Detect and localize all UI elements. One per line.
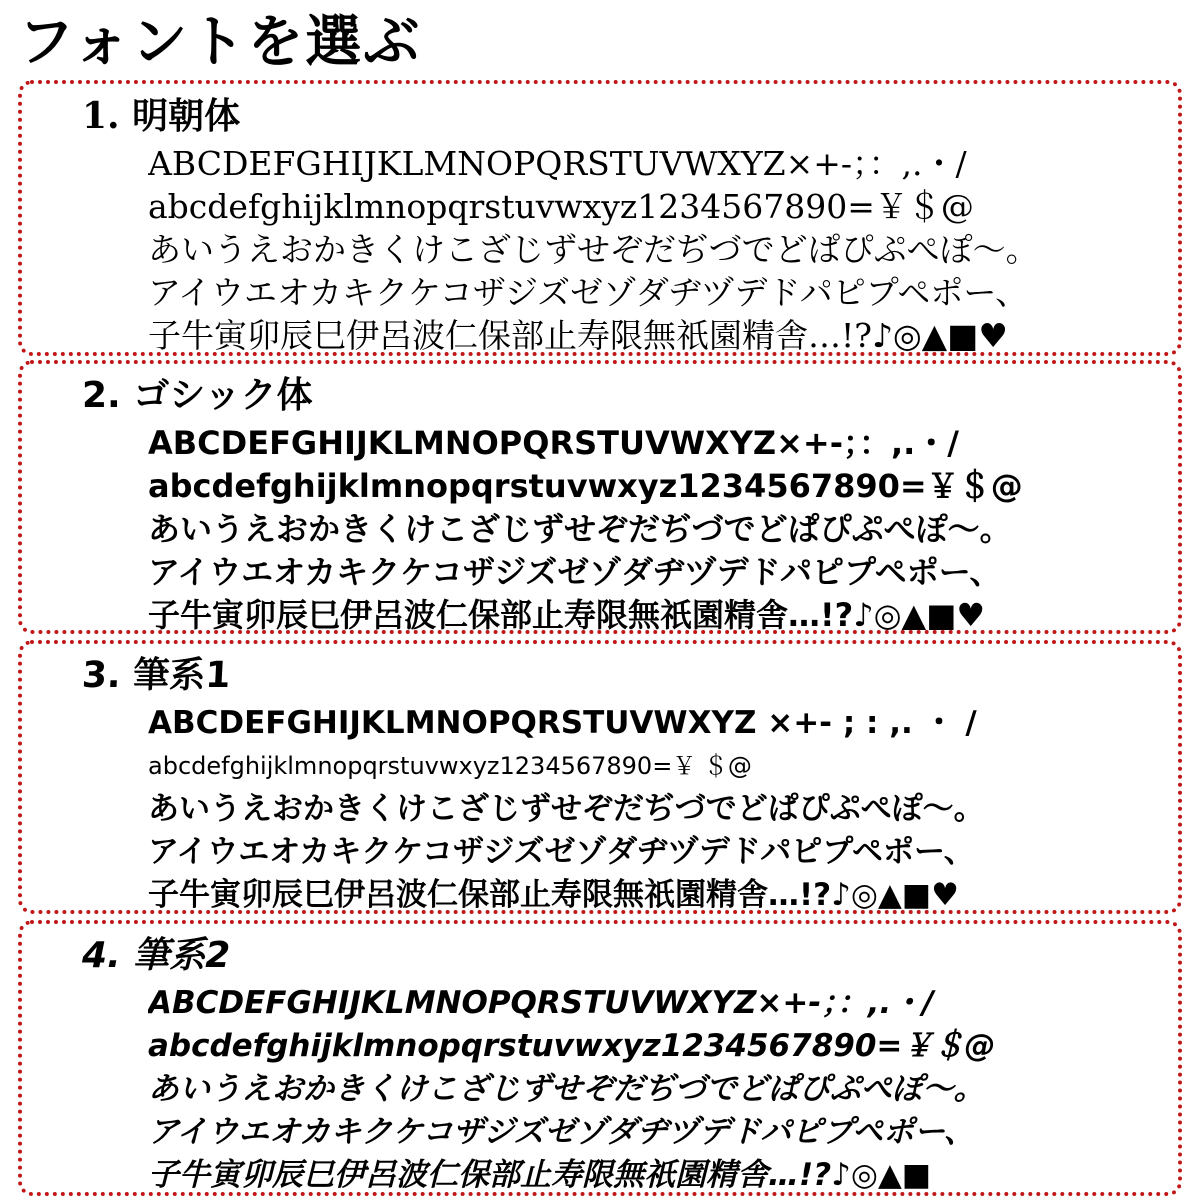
font-section-brush-2 [18,920,1182,1196]
sample-line-hiragana: あいうえおかきくけこざじずせぞだぢづでどぱぴぷぺぽ～。 [148,1071,985,1107]
sample-line-kanji: 子牛寅卯辰巳伊呂波仁保部止寿限無祇園精舎…!?♪◎▲■♥ [148,596,986,634]
sample-line-katakana: アイウエオカキクケコザジズゼゾダヂヅデドパピプペポー、 [148,834,975,870]
font-section-brush-1 [18,640,1182,914]
sample-line-lowercase: abcdefghijklmnopqrstuvwxyz1234567890=￥＄@ [148,1028,996,1064]
sample-lines [148,982,1168,1197]
section-heading [81,654,232,698]
section-heading [82,94,240,138]
sample-line-katakana: アイウエオカキクケコザジズゼゾダヂヅデドパピプペポー、 [148,273,1029,312]
sample-line-lowercase: abcdefghijklmnopqrstuvwxyz1234567890=￥＄@ [148,187,974,226]
sample-lines [148,702,1168,917]
sample-line-katakana: アイウエオカキクケコザジズゼゾダヂヅデドパピプペポー、 [148,553,1002,591]
section-number: 1. [82,95,120,137]
section-name: ゴシック体 [133,375,313,416]
sample-line-lowercase: abcdefghijklmnopqrstuvwxyz1234567890=￥ ＄@ [148,752,752,780]
font-section-mincho [18,80,1182,356]
sample-line-kanji: 子牛寅卯辰巳伊呂波仁保部止寿限無祇園精舎…!?♪◎▲■ [148,1157,932,1193]
font-section-gothic [18,360,1182,634]
sample-line-hiragana: あいうえおかきくけこざじずせぞだぢづでどぱぴぷぺぽ～。 [148,791,985,827]
sample-lines [148,422,1168,637]
section-number: 3. [80,655,122,696]
sample-line-kanji: 子牛寅卯辰巳伊呂波仁保部止寿限無祇園精舎…!?♪◎▲■♥ [148,877,959,913]
sample-line-kanji: 子牛寅卯辰巳伊呂波仁保部止寿限無祇園精舎…!?♪◎▲■♥ [148,316,1008,355]
sample-line-uppercase: ABCDEFGHIJKLMNOPQRSTUVWXYZ×+-；：,.・/ [148,985,934,1021]
sample-line-hiragana: あいうえおかきくけこざじずせぞだぢづでどぱぴぷぺぽ～。 [148,230,1039,269]
section-number: 4. [82,935,121,976]
sample-line-uppercase: ABCDEFGHIJKLMNOPQRSTUVWXYZ ×+- ; : ,. ・ / [148,705,977,741]
section-name: 明朝体 [132,95,241,137]
sample-line-lowercase: abcdefghijklmnopqrstuvwxyz1234567890=￥＄@ [148,467,1023,505]
section-heading [82,934,230,978]
sample-line-uppercase: ABCDEFGHIJKLMNOPQRSTUVWXYZ×+-；：,.・/ [148,424,959,462]
section-number: 2. [82,375,121,416]
section-name: 筆系1 [132,655,232,696]
sample-line-uppercase: ABCDEFGHIJKLMNOPQRSTUVWXYZ×+-；：,.・/ [148,144,967,183]
sample-line-katakana: アイウエオカキクケコザジズゼゾダヂヅデドパピプペポー、 [148,1114,975,1150]
section-heading [82,374,313,418]
section-name: 筆系2 [133,935,231,976]
sample-lines [148,142,1168,357]
sample-line-hiragana: あいうえおかきくけこざじずせぞだぢづでどぱぴぷぺぽ～。 [148,510,1012,548]
page-title: フォントを選ぶ [18,10,422,75]
